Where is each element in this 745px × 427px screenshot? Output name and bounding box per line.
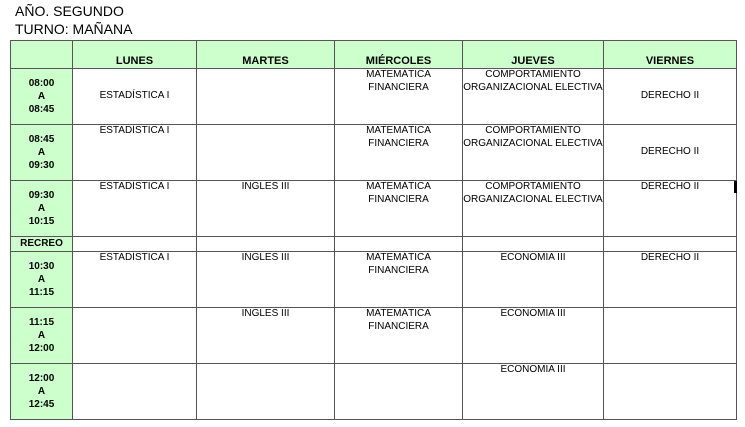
table-row [11, 252, 737, 308]
time-sep: A [37, 386, 46, 397]
course-cell [197, 364, 335, 420]
break-cell [73, 237, 197, 252]
course-cell: ECONOMIA III [463, 252, 604, 308]
time-start: 08:00 [28, 78, 55, 89]
break-row [11, 237, 737, 252]
table-row [11, 125, 737, 181]
schedule-table [10, 40, 737, 420]
time-end: 12:00 [28, 343, 55, 354]
course-cell [604, 364, 737, 420]
course-cell: INGLES III [197, 308, 335, 364]
time-end: 11:15 [28, 287, 55, 298]
course-cell: ESTADÍSTICA I [73, 69, 197, 125]
time-end: 09:30 [28, 160, 55, 171]
break-cell [463, 237, 604, 252]
time-cell [11, 125, 73, 181]
day-header-monday: LUNES [73, 41, 197, 69]
course-cell: COMPORTAMIENTO ORGANIZACIONAL ELECTIVA [463, 181, 604, 237]
course-cell: INGLES III [197, 252, 335, 308]
course-cell: MATEMÁTICA FINANCIERA [335, 181, 463, 237]
time-cell [11, 69, 73, 125]
course-cell [73, 308, 197, 364]
table-row [11, 181, 737, 237]
table-row [11, 308, 737, 364]
course-cell: MATEMÁTICA FINANCIERA [335, 125, 463, 181]
day-header-tuesday: MARTES [197, 41, 335, 69]
course-cell: ECONOMIA III [463, 364, 604, 420]
day-header-thursday: JUEVES [463, 41, 604, 69]
time-end: 12:45 [28, 399, 55, 410]
course-cell [73, 364, 197, 420]
course-cell: ESTADÍSTICA I [73, 125, 197, 181]
corner-cell [11, 41, 73, 69]
time-cell [11, 181, 73, 237]
break-cell [604, 237, 737, 252]
course-cell: DERECHO II [604, 69, 737, 125]
course-cell: DERECHO II [604, 125, 737, 181]
time-start: 12:00 [28, 373, 55, 384]
course-cell: ESTADÍSTICA I [73, 181, 197, 237]
course-cell [197, 69, 335, 125]
time-end: 10:15 [28, 216, 55, 227]
time-start: 08:45 [28, 134, 55, 145]
time-start: 11:15 [28, 317, 55, 328]
time-sep: A [37, 330, 46, 341]
time-cell [11, 308, 73, 364]
course-cell [335, 364, 463, 420]
course-cell: MATEMÁTICA FINANCIERA [335, 252, 463, 308]
shift-title: TURNO: MAÑANA [15, 21, 133, 37]
time-cell [11, 252, 73, 308]
course-cell: INGLES III [197, 181, 335, 237]
course-cell [197, 125, 335, 181]
time-start: 09:30 [28, 190, 55, 201]
course-cell: COMPORTAMIENTO ORGANIZACIONAL ELECTIVA [463, 125, 604, 181]
table-row [11, 69, 737, 125]
time-sep: A [37, 147, 46, 158]
course-cell: COMPORTAMIENTO ORGANIZACIONAL ELECTIVA [463, 69, 604, 125]
course-cell: MATEMÁTICA FINANCIERA [335, 69, 463, 125]
course-cell: DERECHO II [604, 252, 737, 308]
year-title: AÑO. SEGUNDO [15, 3, 124, 19]
day-header-friday: VIERNES [604, 41, 737, 69]
break-cell [197, 237, 335, 252]
time-sep: A [37, 274, 46, 285]
break-label: RECREO [11, 237, 73, 252]
time-end: 08:45 [28, 104, 55, 115]
time-start: 10:30 [28, 261, 55, 272]
course-cell: ESTADÍSTICA I [73, 252, 197, 308]
course-cell: MATEMÁTICA FINANCIERA [335, 308, 463, 364]
time-cell [11, 364, 73, 420]
course-cell: DERECHO II [604, 181, 737, 237]
header-row [11, 41, 737, 69]
day-header-wednesday: MIÉRCOLES [335, 41, 463, 69]
course-cell [604, 308, 737, 364]
time-sep: A [37, 203, 46, 214]
break-cell [335, 237, 463, 252]
table-row [11, 364, 737, 420]
edge-marker [734, 181, 737, 193]
time-sep: A [37, 91, 46, 102]
course-cell: ECONOMIA III [463, 308, 604, 364]
